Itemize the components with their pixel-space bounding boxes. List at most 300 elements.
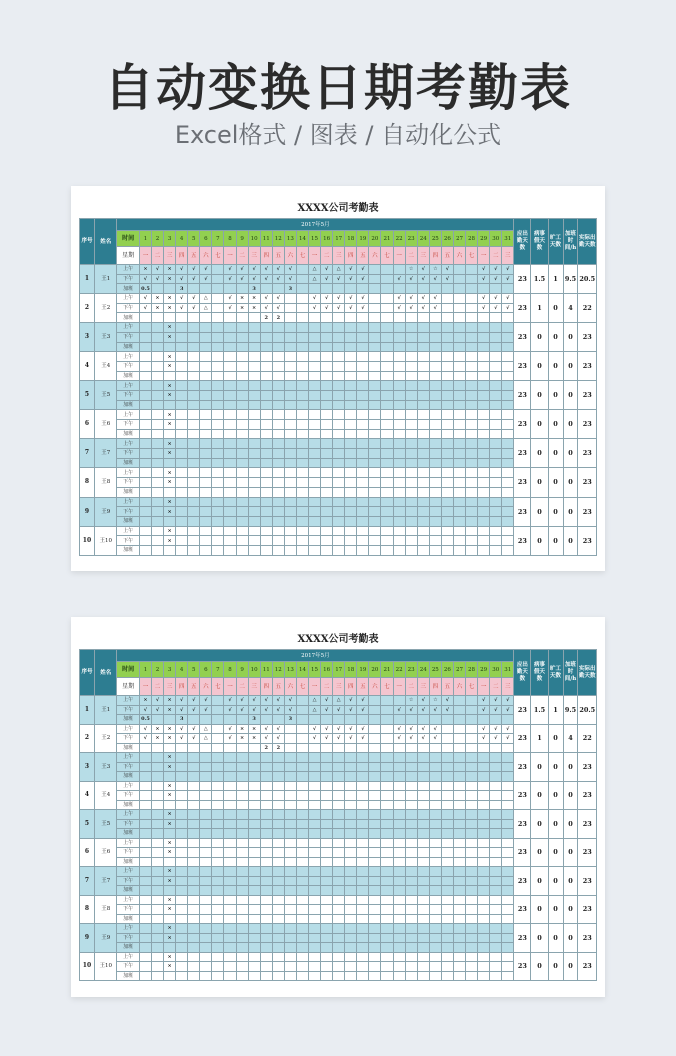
overtime-cell bbox=[369, 284, 381, 294]
attendance-cell bbox=[441, 420, 453, 430]
attendance-cell bbox=[441, 352, 453, 362]
attendance-cell bbox=[296, 762, 308, 772]
overtime-cell bbox=[453, 971, 465, 981]
attendance-cell bbox=[272, 848, 284, 858]
attendance-cell bbox=[176, 390, 188, 400]
stat-value: 23 bbox=[578, 753, 597, 782]
attendance-cell bbox=[441, 848, 453, 858]
attendance-cell: × bbox=[248, 724, 260, 734]
attendance-cell: × bbox=[164, 390, 176, 400]
attendance-cell bbox=[345, 848, 357, 858]
overtime-cell bbox=[345, 516, 357, 526]
attendance-cell bbox=[357, 332, 369, 342]
overtime-cell bbox=[466, 400, 478, 410]
overtime-cell bbox=[188, 800, 200, 810]
attendance-cell bbox=[151, 791, 163, 801]
overtime-cell bbox=[502, 914, 514, 924]
overtime-cell bbox=[393, 886, 405, 896]
attendance-cell: √ bbox=[429, 294, 441, 304]
overtime-cell bbox=[272, 342, 284, 352]
day-number: 5 bbox=[188, 662, 200, 678]
overtime-cell bbox=[369, 743, 381, 753]
attendance-cell: √ bbox=[333, 705, 345, 715]
overtime-cell bbox=[164, 971, 176, 981]
attendance-cell bbox=[381, 819, 393, 829]
attendance-cell: √ bbox=[429, 274, 441, 284]
attendance-cell bbox=[296, 526, 308, 536]
attendance-cell bbox=[151, 323, 163, 333]
attendance-cell bbox=[176, 381, 188, 391]
employee-id: 2 bbox=[80, 294, 95, 323]
attendance-cell bbox=[333, 478, 345, 488]
attendance-cell bbox=[478, 876, 490, 886]
overtime-cell bbox=[212, 943, 224, 953]
attendance-cell bbox=[453, 952, 465, 962]
attendance-cell bbox=[188, 381, 200, 391]
overtime-cell bbox=[272, 458, 284, 468]
overtime-cell bbox=[176, 886, 188, 896]
overtime-cell bbox=[236, 971, 248, 981]
stat-value: 23 bbox=[578, 497, 597, 526]
overtime-cell bbox=[309, 545, 321, 555]
overtime-cell: 2 bbox=[272, 743, 284, 753]
overtime-cell bbox=[284, 800, 296, 810]
overtime-cell bbox=[381, 914, 393, 924]
attendance-cell bbox=[393, 895, 405, 905]
overtime-cell bbox=[369, 371, 381, 381]
attendance-cell bbox=[429, 507, 441, 517]
overtime-cell bbox=[478, 400, 490, 410]
attendance-cell bbox=[260, 933, 272, 943]
attendance-cell bbox=[381, 497, 393, 507]
attendance-cell bbox=[357, 526, 369, 536]
overtime-cell bbox=[272, 914, 284, 924]
overtime-cell bbox=[200, 971, 212, 981]
attendance-cell bbox=[369, 753, 381, 763]
attendance-cell: √ bbox=[272, 705, 284, 715]
overtime-cell bbox=[357, 545, 369, 555]
attendance-cell bbox=[357, 323, 369, 333]
day-number: 22 bbox=[393, 662, 405, 678]
attendance-cell bbox=[248, 497, 260, 507]
attendance-cell bbox=[490, 876, 502, 886]
attendance-cell bbox=[429, 962, 441, 972]
attendance-cell bbox=[466, 791, 478, 801]
attendance-cell bbox=[429, 332, 441, 342]
attendance-cell bbox=[357, 781, 369, 791]
stat-value: 23 bbox=[514, 952, 531, 981]
attendance-cell bbox=[284, 390, 296, 400]
attendance-cell bbox=[466, 323, 478, 333]
overtime-cell bbox=[478, 458, 490, 468]
overtime-cell bbox=[224, 371, 236, 381]
attendance-cell bbox=[357, 478, 369, 488]
overtime-cell bbox=[236, 829, 248, 839]
attendance-cell bbox=[478, 410, 490, 420]
attendance-cell bbox=[236, 924, 248, 934]
stat-value: 0 bbox=[563, 753, 578, 782]
attendance-cell bbox=[212, 497, 224, 507]
attendance-cell: √ bbox=[284, 696, 296, 706]
overtime-cell bbox=[453, 284, 465, 294]
period-label: 加班 bbox=[117, 857, 139, 867]
attendance-cell: ☆ bbox=[429, 696, 441, 706]
overtime-cell bbox=[345, 458, 357, 468]
attendance-cell bbox=[453, 381, 465, 391]
name-header: 姓名 bbox=[94, 650, 116, 696]
attendance-cell: √ bbox=[176, 705, 188, 715]
overtime-cell bbox=[441, 829, 453, 839]
weekday-cell: 四 bbox=[260, 678, 272, 696]
attendance-cell bbox=[284, 294, 296, 304]
overtime-cell bbox=[490, 943, 502, 953]
overtime-cell bbox=[284, 943, 296, 953]
attendance-cell bbox=[405, 895, 417, 905]
overtime-cell bbox=[321, 772, 333, 782]
overtime-cell bbox=[405, 487, 417, 497]
attendance-cell bbox=[453, 303, 465, 313]
overtime-cell bbox=[224, 914, 236, 924]
attendance-cell bbox=[296, 497, 308, 507]
attendance-cell bbox=[248, 390, 260, 400]
overtime-cell bbox=[151, 886, 163, 896]
attendance-cell bbox=[502, 323, 514, 333]
attendance-cell bbox=[441, 507, 453, 517]
employee-name: 王7 bbox=[94, 439, 116, 468]
attendance-cell bbox=[369, 497, 381, 507]
attendance-cell bbox=[248, 753, 260, 763]
attendance-cell bbox=[381, 390, 393, 400]
attendance-cell bbox=[429, 410, 441, 420]
overtime-cell bbox=[441, 284, 453, 294]
attendance-cell bbox=[296, 303, 308, 313]
attendance-cell bbox=[393, 924, 405, 934]
overtime-cell bbox=[212, 371, 224, 381]
attendance-cell: × bbox=[236, 303, 248, 313]
weekday-cell: 四 bbox=[176, 247, 188, 265]
overtime-cell bbox=[429, 342, 441, 352]
overtime-cell: 3 bbox=[284, 284, 296, 294]
period-label: 下午 bbox=[117, 962, 139, 972]
attendance-cell bbox=[490, 867, 502, 877]
attendance-cell bbox=[345, 449, 357, 459]
weekday-cell: 一 bbox=[478, 247, 490, 265]
attendance-cell: △ bbox=[309, 274, 321, 284]
attendance-cell: √ bbox=[417, 705, 429, 715]
attendance-cell: √ bbox=[188, 696, 200, 706]
overtime-cell bbox=[393, 971, 405, 981]
attendance-cell bbox=[212, 696, 224, 706]
attendance-cell bbox=[284, 781, 296, 791]
overtime-cell bbox=[139, 743, 151, 753]
attendance-cell bbox=[429, 526, 441, 536]
weekday-cell: 一 bbox=[393, 247, 405, 265]
attendance-cell bbox=[393, 361, 405, 371]
overtime-cell bbox=[309, 458, 321, 468]
attendance-cell bbox=[284, 323, 296, 333]
overtime-cell bbox=[321, 715, 333, 725]
overtime-cell bbox=[224, 516, 236, 526]
overtime-cell bbox=[139, 313, 151, 323]
overtime-cell bbox=[393, 400, 405, 410]
attendance-cell: × bbox=[248, 734, 260, 744]
overtime-cell bbox=[188, 886, 200, 896]
attendance-cell bbox=[188, 410, 200, 420]
attendance-cell bbox=[321, 332, 333, 342]
period-label: 上午 bbox=[117, 696, 139, 706]
overtime-cell bbox=[490, 313, 502, 323]
attendance-cell bbox=[212, 924, 224, 934]
attendance-cell bbox=[236, 390, 248, 400]
attendance-cell: √ bbox=[224, 294, 236, 304]
attendance-cell bbox=[333, 410, 345, 420]
attendance-cell bbox=[478, 381, 490, 391]
attendance-cell bbox=[212, 323, 224, 333]
attendance-cell bbox=[321, 420, 333, 430]
attendance-cell bbox=[357, 905, 369, 915]
overtime-cell bbox=[284, 914, 296, 924]
overtime-cell bbox=[272, 829, 284, 839]
period-label: 上午 bbox=[117, 924, 139, 934]
overtime-cell bbox=[260, 943, 272, 953]
attendance-cell bbox=[296, 265, 308, 275]
overtime-cell bbox=[478, 857, 490, 867]
attendance-cell: √ bbox=[417, 274, 429, 284]
attendance-cell: √ bbox=[345, 265, 357, 275]
attendance-cell: √ bbox=[224, 274, 236, 284]
attendance-cell bbox=[200, 753, 212, 763]
attendance-cell: × bbox=[164, 468, 176, 478]
overtime-cell bbox=[333, 429, 345, 439]
overtime-cell bbox=[164, 284, 176, 294]
attendance-cell bbox=[369, 323, 381, 333]
weekday-cell: 一 bbox=[224, 247, 236, 265]
overtime-cell bbox=[417, 487, 429, 497]
attendance-cell bbox=[188, 962, 200, 972]
overtime-cell bbox=[321, 516, 333, 526]
attendance-cell bbox=[188, 361, 200, 371]
attendance-cell bbox=[502, 848, 514, 858]
overtime-cell bbox=[164, 914, 176, 924]
attendance-cell bbox=[188, 323, 200, 333]
overtime-cell bbox=[502, 342, 514, 352]
overtime-cell bbox=[284, 342, 296, 352]
overtime-cell bbox=[164, 516, 176, 526]
overtime-cell bbox=[200, 487, 212, 497]
attendance-cell bbox=[369, 507, 381, 517]
attendance-cell bbox=[248, 449, 260, 459]
attendance-cell bbox=[453, 323, 465, 333]
attendance-cell: √ bbox=[405, 705, 417, 715]
attendance-cell bbox=[200, 762, 212, 772]
attendance-cell: √ bbox=[357, 724, 369, 734]
weekday-cell: 五 bbox=[441, 247, 453, 265]
attendance-cell bbox=[139, 924, 151, 934]
day-number: 19 bbox=[357, 662, 369, 678]
attendance-cell bbox=[139, 390, 151, 400]
overtime-cell bbox=[164, 371, 176, 381]
period-label: 加班 bbox=[117, 458, 139, 468]
attendance-cell bbox=[502, 468, 514, 478]
overtime-cell bbox=[321, 829, 333, 839]
overtime-cell bbox=[296, 284, 308, 294]
attendance-cell bbox=[224, 933, 236, 943]
overtime-cell bbox=[478, 743, 490, 753]
overtime-cell bbox=[164, 429, 176, 439]
attendance-cell bbox=[429, 838, 441, 848]
attendance-cell bbox=[321, 810, 333, 820]
attendance-cell: √ bbox=[441, 265, 453, 275]
attendance-cell bbox=[176, 497, 188, 507]
attendance-cell bbox=[176, 410, 188, 420]
overtime-cell bbox=[333, 284, 345, 294]
day-number: 2 bbox=[151, 662, 163, 678]
attendance-cell bbox=[453, 497, 465, 507]
attendance-cell bbox=[248, 791, 260, 801]
overtime-cell bbox=[164, 458, 176, 468]
attendance-cell bbox=[139, 962, 151, 972]
attendance-cell: √ bbox=[405, 734, 417, 744]
attendance-cell bbox=[393, 478, 405, 488]
attendance-cell bbox=[151, 507, 163, 517]
attendance-cell bbox=[357, 867, 369, 877]
overtime-cell bbox=[248, 516, 260, 526]
attendance-cell bbox=[309, 924, 321, 934]
attendance-cell bbox=[284, 361, 296, 371]
attendance-cell bbox=[345, 381, 357, 391]
overtime-cell bbox=[333, 772, 345, 782]
attendance-cell bbox=[260, 905, 272, 915]
attendance-cell bbox=[369, 838, 381, 848]
attendance-cell bbox=[284, 753, 296, 763]
attendance-cell bbox=[200, 867, 212, 877]
employee-id: 6 bbox=[80, 838, 95, 867]
attendance-cell bbox=[490, 536, 502, 546]
day-number: 17 bbox=[333, 662, 345, 678]
attendance-cell bbox=[466, 867, 478, 877]
attendance-cell bbox=[248, 848, 260, 858]
attendance-cell bbox=[357, 439, 369, 449]
attendance-cell bbox=[381, 449, 393, 459]
attendance-cell bbox=[453, 705, 465, 715]
stat-header: 加班时间/h bbox=[563, 219, 578, 265]
overtime-cell bbox=[405, 342, 417, 352]
attendance-cell bbox=[393, 410, 405, 420]
attendance-cell bbox=[176, 468, 188, 478]
overtime-cell bbox=[490, 516, 502, 526]
attendance-cell bbox=[309, 478, 321, 488]
overtime-cell bbox=[309, 914, 321, 924]
attendance-cell bbox=[381, 705, 393, 715]
attendance-cell bbox=[405, 876, 417, 886]
attendance-cell bbox=[381, 381, 393, 391]
attendance-cell bbox=[284, 895, 296, 905]
overtime-cell bbox=[224, 857, 236, 867]
stat-value: 1.5 bbox=[531, 696, 548, 725]
attendance-cell bbox=[393, 848, 405, 858]
attendance-cell: √ bbox=[393, 294, 405, 304]
attendance-cell bbox=[453, 724, 465, 734]
stat-value: 0 bbox=[531, 352, 548, 381]
overtime-cell bbox=[381, 715, 393, 725]
stat-value: 1 bbox=[531, 724, 548, 753]
seq-header: 序号 bbox=[80, 219, 95, 265]
attendance-cell bbox=[466, 819, 478, 829]
attendance-cell bbox=[296, 924, 308, 934]
attendance-cell bbox=[405, 439, 417, 449]
attendance-cell bbox=[393, 905, 405, 915]
attendance-cell: √ bbox=[284, 265, 296, 275]
attendance-cell bbox=[296, 274, 308, 284]
attendance-cell: √ bbox=[357, 705, 369, 715]
attendance-cell bbox=[224, 867, 236, 877]
overtime-cell bbox=[357, 800, 369, 810]
attendance-cell bbox=[284, 734, 296, 744]
period-label: 上午 bbox=[117, 526, 139, 536]
attendance-cell: √ bbox=[236, 274, 248, 284]
overtime-cell bbox=[188, 857, 200, 867]
day-number: 14 bbox=[296, 231, 308, 247]
overtime-cell bbox=[309, 857, 321, 867]
attendance-cell bbox=[224, 819, 236, 829]
attendance-cell: × bbox=[151, 724, 163, 734]
attendance-cell bbox=[284, 924, 296, 934]
stat-header: 实际出勤天数 bbox=[578, 219, 597, 265]
overtime-cell bbox=[309, 429, 321, 439]
attendance-cell: √ bbox=[405, 303, 417, 313]
overtime-cell bbox=[453, 829, 465, 839]
overtime-cell bbox=[309, 342, 321, 352]
attendance-cell bbox=[478, 352, 490, 362]
attendance-cell bbox=[490, 791, 502, 801]
attendance-cell bbox=[151, 781, 163, 791]
overtime-cell bbox=[393, 829, 405, 839]
overtime-cell bbox=[502, 743, 514, 753]
attendance-sheet-preview-1 bbox=[71, 186, 605, 571]
stat-header: 实际出勤天数 bbox=[578, 650, 597, 696]
attendance-cell bbox=[417, 390, 429, 400]
stat-value: 0 bbox=[531, 867, 548, 896]
attendance-cell: √ bbox=[405, 294, 417, 304]
attendance-cell bbox=[369, 848, 381, 858]
attendance-cell bbox=[405, 390, 417, 400]
stat-value: 0 bbox=[548, 753, 563, 782]
overtime-cell bbox=[321, 914, 333, 924]
attendance-cell bbox=[466, 848, 478, 858]
attendance-cell: √ bbox=[405, 274, 417, 284]
attendance-cell bbox=[333, 497, 345, 507]
stat-value: 4 bbox=[563, 724, 578, 753]
attendance-cell bbox=[321, 753, 333, 763]
overtime-cell bbox=[212, 545, 224, 555]
day-number: 23 bbox=[405, 662, 417, 678]
day-number: 30 bbox=[490, 662, 502, 678]
overtime-cell bbox=[429, 800, 441, 810]
attendance-cell bbox=[236, 933, 248, 943]
attendance-cell bbox=[188, 876, 200, 886]
attendance-cell: × bbox=[164, 274, 176, 284]
attendance-cell bbox=[139, 526, 151, 536]
attendance-cell bbox=[441, 791, 453, 801]
attendance-cell bbox=[490, 497, 502, 507]
attendance-cell: √ bbox=[490, 705, 502, 715]
overtime-cell bbox=[224, 400, 236, 410]
attendance-cell bbox=[321, 323, 333, 333]
attendance-cell bbox=[296, 390, 308, 400]
attendance-cell: × bbox=[151, 734, 163, 744]
weekday-cell: 五 bbox=[357, 678, 369, 696]
weekday-cell: 七 bbox=[381, 678, 393, 696]
